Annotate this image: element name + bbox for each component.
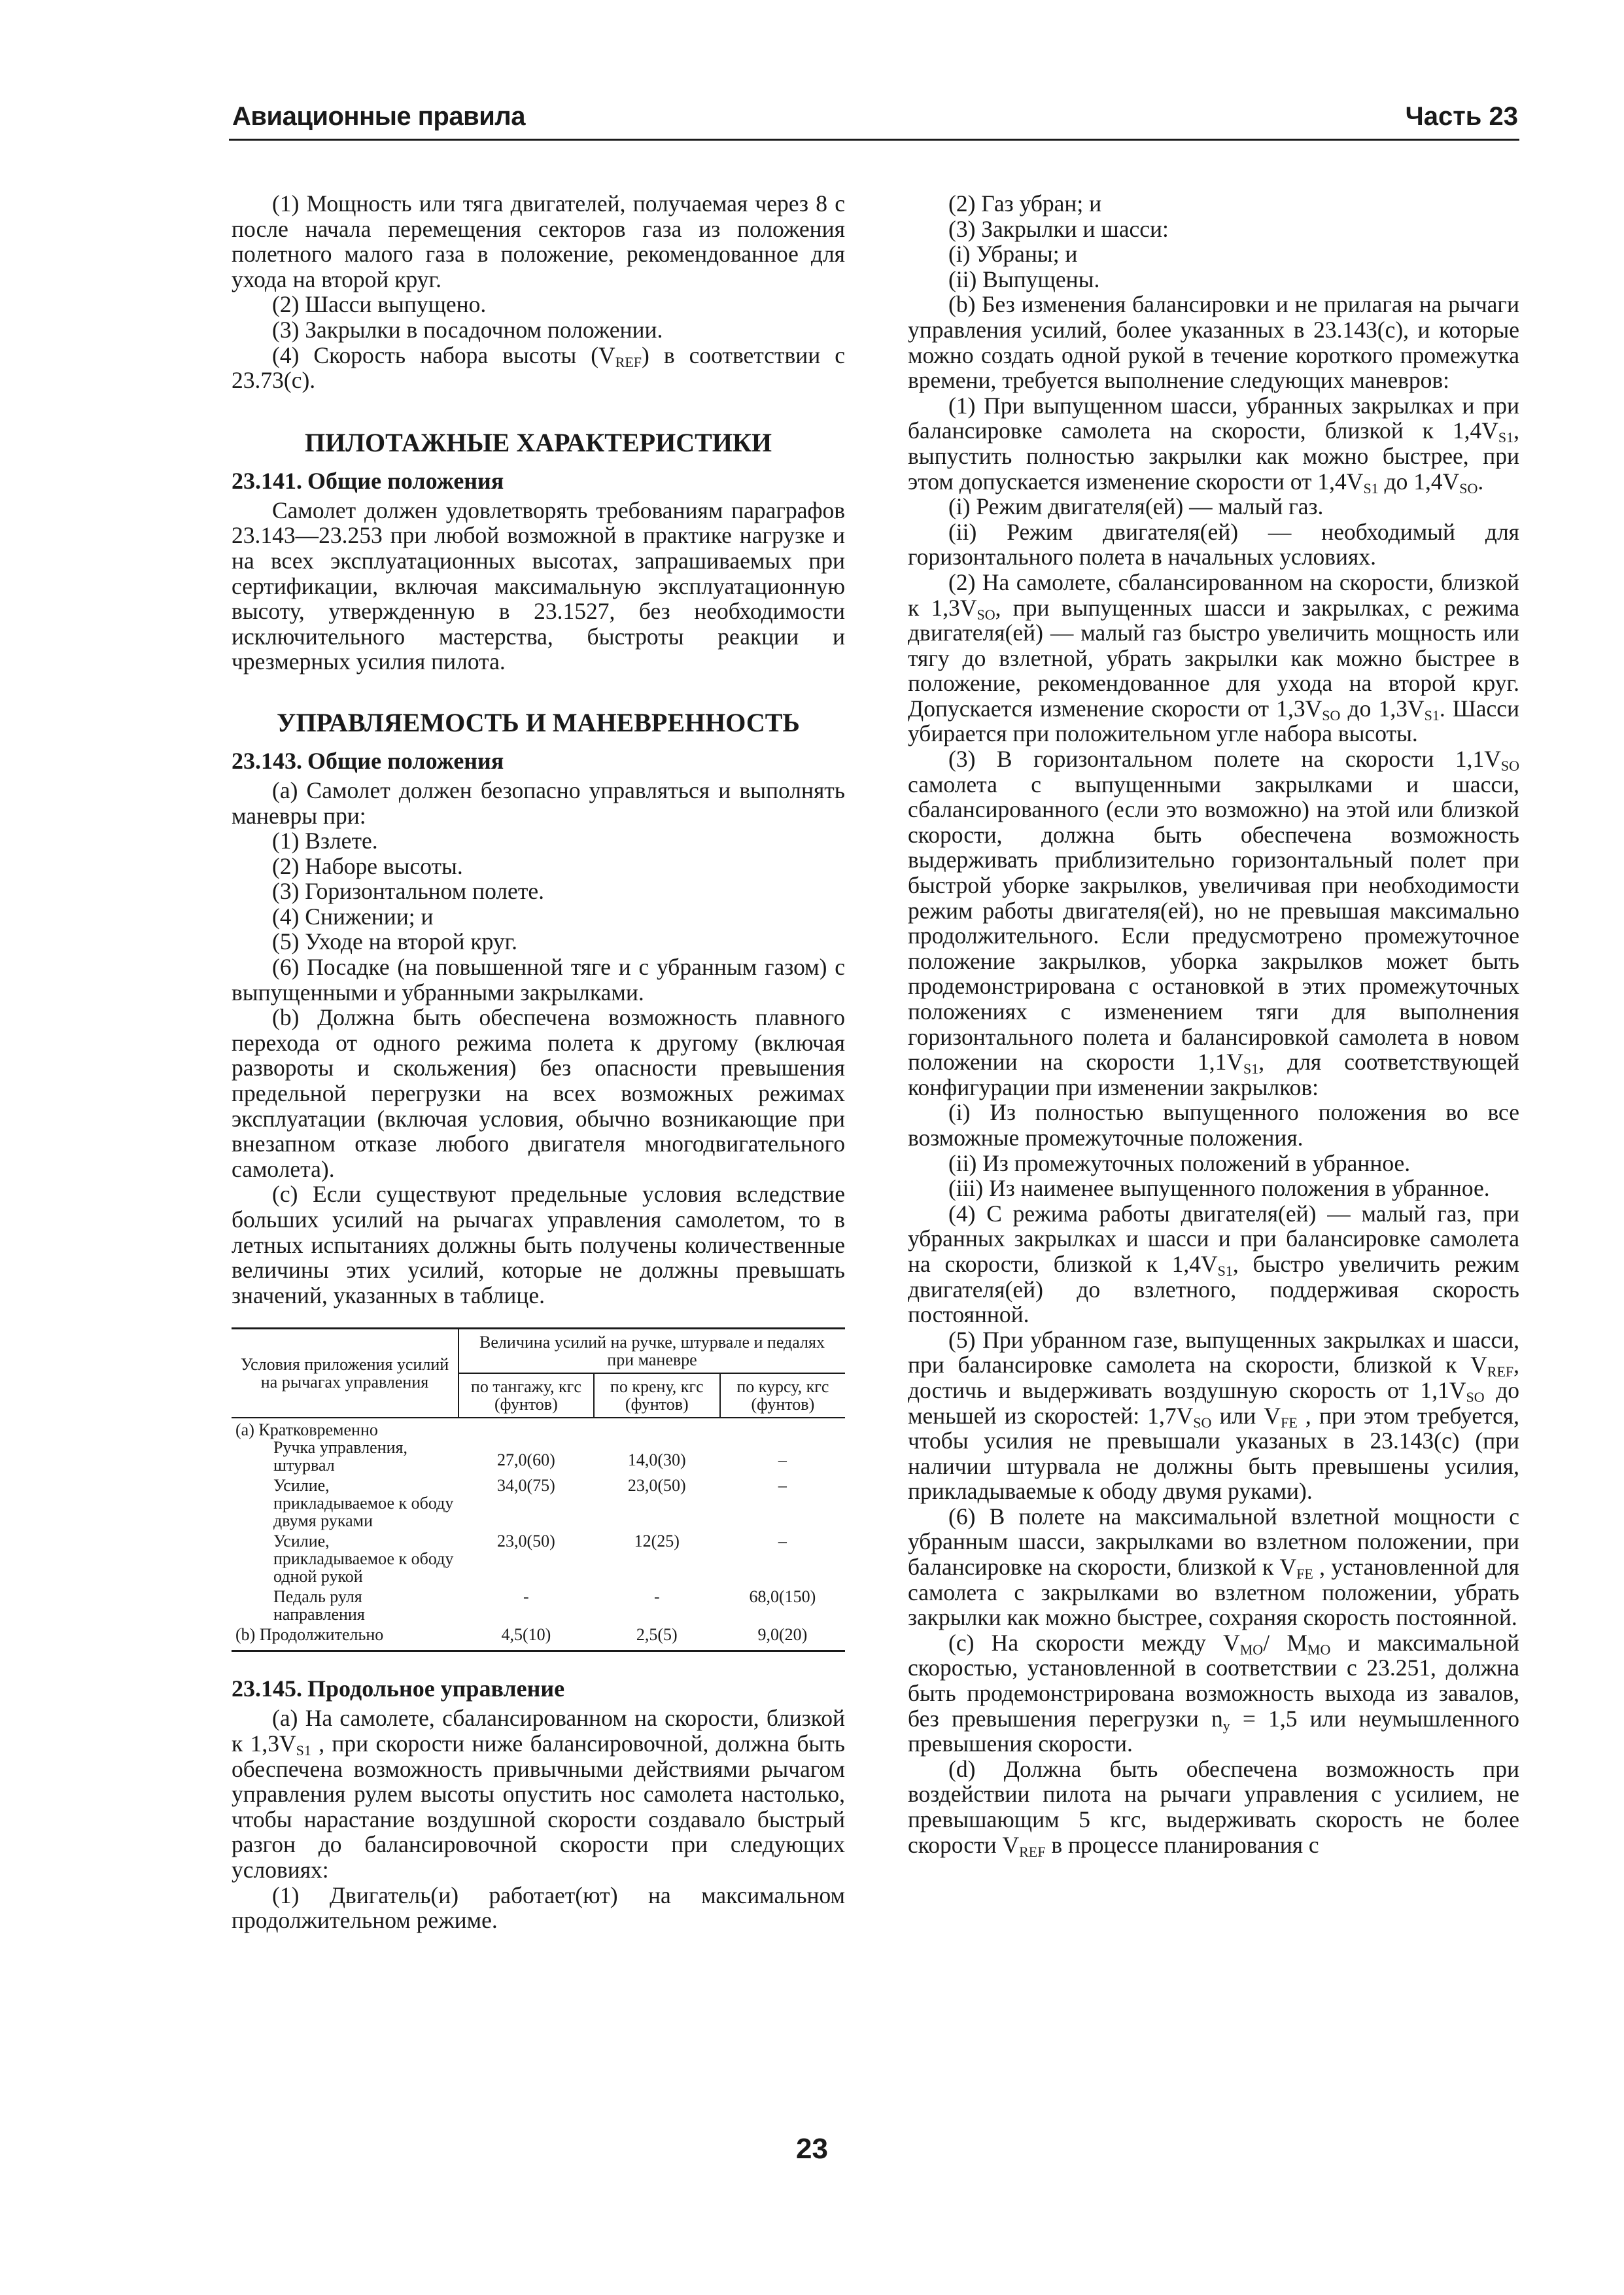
table-row (232, 1474, 845, 1530)
paragraph: (6) В полете на максимальной взлетной мощности с убранным шасси, закрылками во взлетном положении, при балансировке на скорости, близкой к $V_{FE}$ , установленной для самолета с закрылками во взлетном положении, убрать закрылки как можно быстрее, сохраняя скорость постоянной. (908, 1503, 1520, 1631)
paragraph: (а) Самолет должен безопасно управляться и выполнять маневры при: (232, 777, 845, 829)
paragraph: (6) Посадке (на повышенной тяге и с убранным газом) с выпущенными и убранными закрылками. (232, 954, 845, 1006)
table-header-yaw: по курсу, кгс (фунтов) (720, 1373, 845, 1418)
table-row (232, 1623, 845, 1651)
table-group-label: (а) Кратковременно (235, 1420, 378, 1440)
paragraph: (с) Если существуют предельные условия вследствие больших усилий на рычагах управления самолетом, то в летных испытаниях должны быть получены количественные величины этих усилий, которые не должны превышать значений, указанных в таблице. (232, 1181, 845, 1308)
table-cell-condition: Усилие, прикладываемое к ободу двумя руками (273, 1476, 454, 1531)
table-cell-condition: Ручка управления, штурвал (273, 1438, 408, 1475)
paragraph: (3) В горизонтальном полете на скорости $1,1V_{SO}$ самолета с выпущенными закрылками и шасси, сбалансированного (если это возможно) на этой или близкой скорости, должна быть обеспечена возможность выдерживать приблизительно горизонтальный полет при быстрой уборке закрылков, увеличивая при необходимости режим работы двигателя(ей), но не превышая максимально продолжительного. Если предусмотрено промежуточное положение закрылков, уборка закрылков может быть продемонстрирована с остановкой в этих промежуточных положениях с изменением тяги для выполнения горизонтального полета и балансировкой самолета в новом положении на скорости $1,1V_{S1}$, для соответствующей конфигурации при изменении закрылков: (908, 746, 1519, 1100)
table-cell: – (778, 1450, 787, 1470)
paragraph: (3) Закрылки и шасси: (948, 215, 1169, 242)
table-cell: 27,0(60) (496, 1450, 555, 1470)
table-cell: 12(25) (634, 1532, 680, 1551)
paragraph: Самолет должен удовлетворять требованиям параграфов 23.143—23.253 при любой возможной в практике нагрузке и на всех эксплуатационных высотах, запрашиваемых при сертификации, включая максимальную эксплуатационную высоту, утвержденную в 23.1527, без необходимости исключительного мастерства, быстроты реакции и чрезмерных усилия пилота. (232, 497, 845, 675)
table-cell: 9,0(20) (720, 1623, 845, 1651)
table-cell: - (523, 1587, 529, 1607)
table-header-pitch: по тангажу, кгс (фунтов) (458, 1373, 594, 1418)
table-cell: 2,5(5) (594, 1623, 720, 1651)
running-header-title: Авиационные правила (232, 102, 525, 131)
section-title: УПРАВЛЯЕМОСТЬ И МАНЕВРЕННОСТЬ (277, 707, 800, 737)
control-force-table (232, 1327, 845, 1652)
paragraph: (iii) Из наименее выпущенного положения в убранное. (948, 1175, 1490, 1202)
paragraph: (2) Наборе высоты. (272, 852, 463, 879)
paragraph: (4) Скорость набора высоты $(V_{REF})$ в соответствии с 23.73(с). (232, 342, 845, 394)
table-cell-condition: Усилие, прикладываемое к ободу одной рукой (273, 1532, 454, 1586)
paragraph: (4) С режима работы двигателя(ей) — малый газ, при убранных закрылках и шасси и при балансировке самолета на скорости, близкой к $1,4V_{S1}$, быстро увеличить режим двигателя(ей) до взлетного, поддерживая скорость постоянной. (908, 1200, 1519, 1328)
subsection-heading: 23.143. Общие положения (232, 747, 504, 774)
table-row (232, 1585, 845, 1623)
table-cell: 68,0(150) (749, 1587, 816, 1607)
paragraph: (1) При выпущенном шасси, убранных закрылках и при балансировке самолета на скорости, близкой к $1,4V_{S1}$, выпустить полностью закрылки как можно быстрее, при этом допускается изменение скорости от $1,4V_{S1}$ до $1,4V_{SO}$. (908, 392, 1519, 497)
paragraph: (b) Должна быть обеспечена возможность плавного перехода от одного режима полета к другому (включая развороты и скольжения) без опасности превышения предельной перегрузки на всех возможных режимах эксплуатации (включая условия, обычно возникающие при внезапном отказе любого двигателя многодвигательного самолета). (232, 1004, 845, 1182)
paragraph: (с) На скорости между $V_{MO}/$ $M_{MO}$ и максимальной скоростью, установленной в соответствии с 23.251, должна быть продемонстрирована возможность выхода из завалов, без превышения перегрузки $n_y = 1,5$ или неумышленного превышения скорости. (908, 1629, 1520, 1757)
subsection-heading: 23.141. Общие положения (232, 467, 504, 494)
table-header-group: Величина усилий на ручке, штурвале и педалях при маневре (458, 1329, 845, 1374)
paragraph: (1) Мощность или тяга двигателей, получаемая через 8 с после начала перемещения секторов газа из положения полетного малого газа в положение, рекомендованное для ухода на второй круг. (232, 190, 845, 292)
paragraph: (4) Снижении; и (272, 903, 434, 930)
paragraph: (3) Горизонтальном полете. (272, 878, 544, 905)
paragraph: (d) Должна быть обеспечена возможность при воздействии пилота на рычаги управления с усилием, не превышающим 5 кгс, выдерживать скорость не более скорости $V_{REF}$ в процессе планирования с (908, 1755, 1519, 1860)
table-cell: – (778, 1532, 787, 1551)
paragraph: (b) Без изменения балансировки и не прилагая на рычаги управления усилий, более указанных в 23.143(с), и которые можно создать одной рукой в течение короткого промежутка времени, требуется выполнение следующих маневров: (908, 291, 1519, 394)
table-cell-condition: (b) Продолжительно (232, 1623, 458, 1651)
table-cell: - (653, 1587, 660, 1607)
table-row (232, 1530, 845, 1585)
paragraph: (2) Шасси выпущено. (272, 291, 487, 318)
table-cell: – (778, 1476, 787, 1496)
paragraph: (5) Уходе на второй круг. (272, 928, 518, 955)
page-number: 23 (796, 2133, 828, 2165)
table-cell: 4,5(10) (458, 1623, 594, 1651)
table-cell: 34,0(75) (496, 1476, 555, 1496)
subsection-heading: 23.145. Продольное управление (232, 1675, 565, 1702)
paragraph: (1) Двигатель(и) работает(ют) на максимальном продолжительном режиме. (232, 1882, 845, 1934)
table-row (232, 1418, 845, 1474)
paragraph: (1) Взлете. (272, 828, 378, 854)
paragraph: (i) Убраны; и (948, 241, 1078, 268)
paragraph: (3) Закрылки в посадочном положении. (272, 316, 663, 343)
paragraph: (а) На самолете, сбалансированном на скорости, близкой к $1,3V_{S1}$ , при скорости ниже балансировочной, должна быть обеспечена возможность привычными действиями рычагом управления рулем высоты опустить нос самолета настолько, чтобы нарастание воздушной скорости создавало быстрый разгон до балансировочной скорости при следующих условиях: (232, 1705, 845, 1883)
table-cell: 14,0(30) (627, 1450, 686, 1470)
paragraph: (ii) Выпущены. (948, 266, 1100, 292)
left-column (232, 191, 845, 1933)
paragraph: (5) При убранном газе, выпущенных закрылках и шасси, при балансировке самолета на скорости, близкой к $V_{REF}$, достичь и выдерживать воздушную скорость от $1,1V_{SO}$ до меньшей из скоростей: $1,7V_{SO}$ или $V_{FE}$ , при этом требуется, чтобы усилия не превышали указаных в 23.143(с) (при наличии штурвала не должны быть превышены усилия, прикладываемые к ободу двумя руками). (908, 1326, 1519, 1505)
paragraph: (ii) Режим двигателя(ей) — необходимый для горизонтального полета в начальных условиях. (908, 518, 1519, 570)
paragraph: (i) Из полностью выпущенного положения во все возможные промежуточные положения. (908, 1099, 1519, 1151)
header-rule (229, 139, 1519, 141)
running-header-part: Часть 23 (1405, 102, 1518, 131)
right-column (908, 190, 1520, 1860)
table-cell-condition: Педаль руля направления (273, 1587, 365, 1624)
section-title: ПИЛОТАЖНЫЕ ХАРАКТЕРИСТИКИ (304, 427, 772, 457)
table-header-conditions: Условия приложения усилий на рычагах управления (232, 1329, 458, 1418)
paragraph: (2) На самолете, сбалансированном на скорости, близкой к $1,3V_{SO}$, при выпущенных шасси и закрылках, с режима двигателя(ей) — малый газ быстро увеличить мощность или тягу до взлетной, убрать закрылки как можно быстрее в положение, рекомендованное для ухода на второй круг. Допускается изменение скорости от $1,3V_{SO}$ до $1,3V_{S1}$. Шасси убирается при положительном угле набора высоты. (908, 569, 1520, 747)
table-cell: 23,0(50) (627, 1476, 686, 1496)
paragraph: (ii) Из промежуточных положений в убранное. (948, 1149, 1411, 1176)
paragraph: (2) Газ убран; и (948, 190, 1102, 217)
paragraph: (i) Режим двигателя(ей) — малый газ. (948, 493, 1324, 520)
table-header-roll: по крену, кгс (фунтов) (594, 1373, 720, 1418)
table-cell: 23,0(50) (496, 1532, 555, 1551)
